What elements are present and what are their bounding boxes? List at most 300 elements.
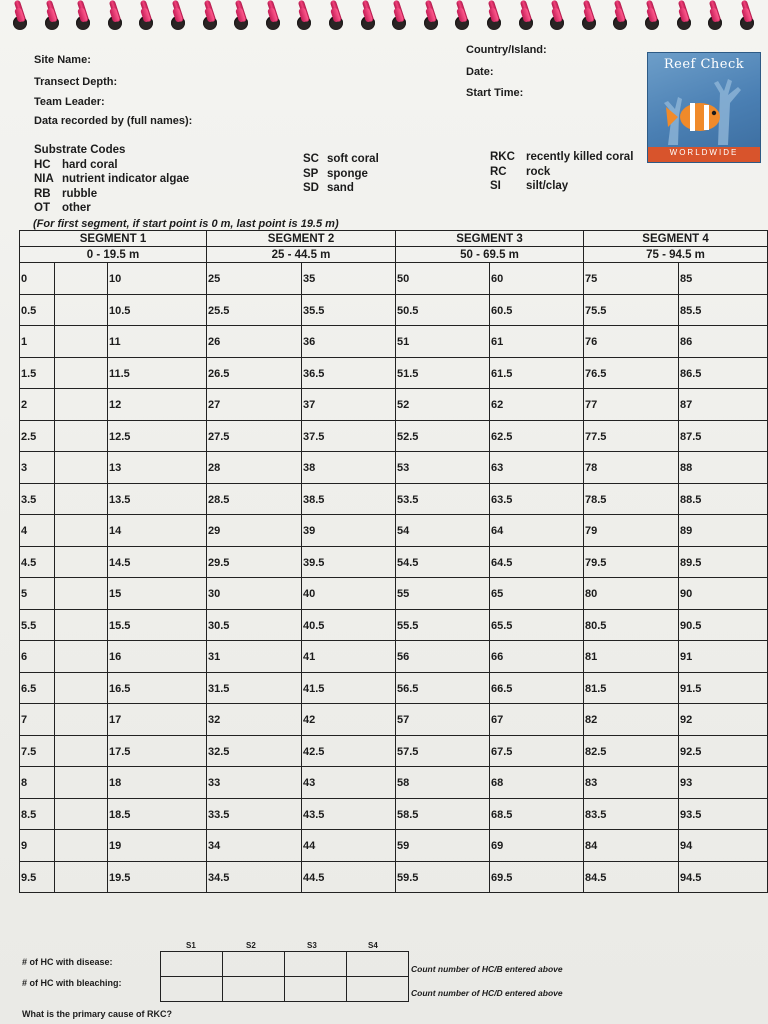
point-cell[interactable] xyxy=(108,263,207,295)
point-cell[interactable] xyxy=(584,420,679,452)
point-cell[interactable] xyxy=(302,263,396,295)
point-cell[interactable] xyxy=(396,578,490,610)
segment-note: (For first segment, if start point is 0 m, last point is 19.5 m) xyxy=(33,218,339,230)
point-cell[interactable] xyxy=(396,798,490,830)
substrate-entry-cell[interactable] xyxy=(55,641,108,673)
point-cell[interactable] xyxy=(679,861,768,893)
point-label: 54 xyxy=(397,525,410,537)
transect-row xyxy=(20,420,768,452)
point-cell[interactable] xyxy=(207,515,302,547)
point-label: 4.5 xyxy=(21,556,37,569)
point-cell[interactable] xyxy=(302,704,396,736)
point-cell[interactable] xyxy=(108,420,207,452)
point-cell[interactable] xyxy=(108,609,207,641)
point-cell[interactable] xyxy=(584,546,679,578)
point-cell[interactable] xyxy=(490,294,584,326)
point-cell[interactable] xyxy=(679,452,768,484)
transect-row xyxy=(20,263,768,295)
point-cell[interactable] xyxy=(396,861,490,893)
substrate-entry-cell[interactable] xyxy=(55,357,108,389)
point-cell[interactable] xyxy=(207,294,302,326)
point-cell[interactable] xyxy=(207,357,302,389)
substrate-entry-cell[interactable] xyxy=(55,515,108,547)
rkc-cause-question: What is the primary cause of RKC? xyxy=(22,1009,173,1019)
point-cell[interactable] xyxy=(207,735,302,767)
point-cell[interactable] xyxy=(490,767,584,799)
segment-3-range: 50 - 69.5 m xyxy=(396,247,584,263)
point-label: 26.5 xyxy=(208,367,230,380)
substrate-code-rc xyxy=(490,165,633,180)
point-cell[interactable] xyxy=(207,609,302,641)
point-cell[interactable] xyxy=(108,735,207,767)
substrate-code: RKC xyxy=(490,151,515,163)
point-cell[interactable] xyxy=(396,420,490,452)
point-label: 53 xyxy=(397,462,410,474)
point-label: 15 xyxy=(109,588,122,600)
point-cell[interactable] xyxy=(396,609,490,641)
substrate-entry-cell[interactable] xyxy=(55,546,108,578)
point-cell[interactable] xyxy=(302,515,396,547)
point-label: 9 xyxy=(21,840,28,852)
point-label: 90 xyxy=(680,588,693,600)
point-cell[interactable] xyxy=(679,546,768,578)
point-cell[interactable] xyxy=(584,389,679,421)
substrate-code-rb xyxy=(34,187,189,202)
substrate-codes-col3 xyxy=(490,150,633,194)
point-cell[interactable] xyxy=(396,704,490,736)
point-label: 81 xyxy=(585,651,598,663)
point-cell[interactable] xyxy=(396,767,490,799)
point-cell[interactable] xyxy=(490,704,584,736)
point-cell[interactable] xyxy=(108,483,207,515)
point-cell[interactable] xyxy=(207,704,302,736)
point-cell[interactable] xyxy=(679,798,768,830)
point-cell[interactable] xyxy=(302,389,396,421)
point-cell[interactable] xyxy=(584,452,679,484)
point-cell[interactable] xyxy=(302,861,396,893)
point-cell[interactable] xyxy=(490,798,584,830)
point-label: 92 xyxy=(680,714,693,726)
point-label: 37.5 xyxy=(303,430,325,443)
point-cell[interactable] xyxy=(396,641,490,673)
substrate-entry-cell[interactable] xyxy=(55,704,108,736)
point-label: 26 xyxy=(208,336,221,348)
point-cell[interactable] xyxy=(396,294,490,326)
point-label: 2.5 xyxy=(21,430,37,443)
substrate-entry-cell[interactable] xyxy=(55,767,108,799)
substrate-entry-cell[interactable] xyxy=(55,326,108,358)
bleaching-s3-cell[interactable] xyxy=(285,977,347,1002)
point-cell[interactable] xyxy=(584,641,679,673)
point-cell[interactable] xyxy=(490,672,584,704)
disease-s1-cell[interactable] xyxy=(161,952,223,977)
substrate-entry-cell[interactable] xyxy=(55,609,108,641)
point-cell[interactable] xyxy=(108,672,207,704)
spiral-binding xyxy=(0,0,768,44)
point-cell[interactable] xyxy=(584,609,679,641)
point-label: 94.5 xyxy=(680,871,702,884)
point-label: 8.5 xyxy=(21,808,37,821)
point-label-cell xyxy=(20,735,55,767)
substrate-code-sd xyxy=(303,181,379,196)
point-label: 78.5 xyxy=(585,493,607,506)
point-cell[interactable] xyxy=(490,452,584,484)
point-label: 35 xyxy=(303,273,316,285)
point-cell[interactable] xyxy=(679,830,768,862)
point-label: 41 xyxy=(303,651,316,663)
disease-s3-cell[interactable] xyxy=(285,952,347,977)
point-label: 85 xyxy=(680,273,693,285)
substrate-description: silt/clay xyxy=(526,180,569,192)
point-cell[interactable] xyxy=(108,798,207,830)
point-cell[interactable] xyxy=(207,861,302,893)
point-cell[interactable] xyxy=(396,483,490,515)
point-label: 76.5 xyxy=(585,367,607,380)
transect-row xyxy=(20,515,768,547)
point-label: 85.5 xyxy=(680,304,702,317)
country-island-label: Country/Island: xyxy=(466,44,547,56)
point-label: 60.5 xyxy=(491,304,513,317)
substrate-description: sand xyxy=(327,182,354,194)
point-cell[interactable] xyxy=(396,263,490,295)
point-cell[interactable] xyxy=(679,357,768,389)
point-label: 6.5 xyxy=(21,682,37,695)
point-label: 55 xyxy=(397,588,410,600)
point-label-cell xyxy=(20,861,55,893)
point-cell[interactable] xyxy=(108,452,207,484)
hc-disease-label: # of HC with disease: xyxy=(22,957,113,967)
point-label: 13 xyxy=(109,462,122,474)
point-label-cell xyxy=(20,515,55,547)
point-label-cell xyxy=(20,767,55,799)
transect-row xyxy=(20,704,768,736)
point-cell[interactable] xyxy=(207,672,302,704)
substrate-code-rkc xyxy=(490,150,633,165)
point-cell[interactable] xyxy=(490,389,584,421)
point-cell[interactable] xyxy=(302,483,396,515)
point-label: 87 xyxy=(680,399,693,411)
point-label: 59 xyxy=(397,840,410,852)
point-cell[interactable] xyxy=(396,830,490,862)
point-label: 54.5 xyxy=(397,556,419,569)
point-label-cell xyxy=(20,294,55,326)
substrate-entry-cell[interactable] xyxy=(55,578,108,610)
point-label: 65 xyxy=(491,588,504,600)
segment-4-range: 75 - 94.5 m xyxy=(584,247,768,263)
point-label: 94 xyxy=(680,840,693,852)
point-cell[interactable] xyxy=(679,672,768,704)
point-cell[interactable] xyxy=(207,420,302,452)
point-cell[interactable] xyxy=(396,452,490,484)
point-cell[interactable] xyxy=(679,735,768,767)
point-label: 44 xyxy=(303,840,316,852)
point-cell[interactable] xyxy=(679,326,768,358)
point-cell[interactable] xyxy=(584,830,679,862)
point-cell[interactable] xyxy=(302,830,396,862)
point-cell[interactable] xyxy=(207,767,302,799)
point-cell[interactable] xyxy=(490,578,584,610)
point-label: 91.5 xyxy=(680,682,702,695)
point-cell[interactable] xyxy=(490,420,584,452)
substrate-entry-cell[interactable] xyxy=(55,830,108,862)
substrate-code: RC xyxy=(490,165,507,178)
segment-1-title: SEGMENT 1 xyxy=(20,231,207,247)
point-label: 11.5 xyxy=(109,367,130,380)
point-cell[interactable] xyxy=(584,767,679,799)
point-label: 80.5 xyxy=(585,619,607,632)
point-cell[interactable] xyxy=(679,767,768,799)
point-label: 15.5 xyxy=(109,619,131,632)
point-label: 60 xyxy=(491,273,504,285)
point-cell[interactable] xyxy=(584,704,679,736)
point-cell[interactable] xyxy=(207,326,302,358)
point-cell[interactable] xyxy=(584,798,679,830)
point-label: 32.5 xyxy=(208,745,230,758)
point-label: 84.5 xyxy=(585,871,607,884)
substrate-codes-col1 xyxy=(34,143,189,216)
point-cell[interactable] xyxy=(584,578,679,610)
point-label: 81.5 xyxy=(585,682,607,695)
point-cell[interactable] xyxy=(679,420,768,452)
point-label: 39 xyxy=(303,525,316,537)
point-label-cell xyxy=(20,389,55,421)
point-label: 5 xyxy=(21,588,28,600)
point-cell[interactable] xyxy=(302,294,396,326)
point-label: 10 xyxy=(109,273,122,285)
point-cell[interactable] xyxy=(108,515,207,547)
point-label: 14.5 xyxy=(109,556,131,569)
point-cell[interactable] xyxy=(679,578,768,610)
point-cell[interactable] xyxy=(490,515,584,547)
point-cell[interactable] xyxy=(207,641,302,673)
point-cell[interactable] xyxy=(108,294,207,326)
point-cell[interactable] xyxy=(302,798,396,830)
substrate-description: rock xyxy=(526,165,551,178)
point-cell[interactable] xyxy=(584,515,679,547)
substrate-description: soft coral xyxy=(327,153,379,165)
point-label: 19.5 xyxy=(109,871,131,884)
point-label: 12.5 xyxy=(109,430,131,443)
substrate-entry-cell[interactable] xyxy=(55,263,108,295)
point-label: 36 xyxy=(303,336,316,348)
point-label: 93.5 xyxy=(680,808,702,821)
point-cell[interactable] xyxy=(108,326,207,358)
point-cell[interactable] xyxy=(679,641,768,673)
bleaching-s4-cell[interactable] xyxy=(347,977,409,1002)
point-cell[interactable] xyxy=(302,735,396,767)
point-cell[interactable] xyxy=(207,830,302,862)
point-cell[interactable] xyxy=(396,515,490,547)
point-label: 86 xyxy=(680,336,693,348)
point-cell[interactable] xyxy=(302,357,396,389)
point-label: 58.5 xyxy=(397,808,419,821)
point-label: 0.5 xyxy=(21,304,37,317)
point-label: 59.5 xyxy=(397,871,419,884)
point-cell[interactable] xyxy=(207,483,302,515)
transect-depth-label: Transect Depth: xyxy=(34,76,118,88)
substrate-code: RB xyxy=(34,187,51,200)
point-cell[interactable] xyxy=(207,798,302,830)
substrate-entry-cell[interactable] xyxy=(55,672,108,704)
bleaching-s2-cell[interactable] xyxy=(223,977,285,1002)
point-cell[interactable] xyxy=(302,578,396,610)
point-cell[interactable] xyxy=(490,735,584,767)
substrate-code-sc xyxy=(303,152,379,167)
point-cell[interactable] xyxy=(396,672,490,704)
point-cell[interactable] xyxy=(584,294,679,326)
point-cell[interactable] xyxy=(490,609,584,641)
point-label: 30.5 xyxy=(208,619,230,632)
point-label-cell xyxy=(20,546,55,578)
point-cell[interactable] xyxy=(584,357,679,389)
point-cell[interactable] xyxy=(207,546,302,578)
point-cell[interactable] xyxy=(679,389,768,421)
transect-row xyxy=(20,357,768,389)
point-cell[interactable] xyxy=(108,767,207,799)
substrate-entry-cell[interactable] xyxy=(55,389,108,421)
point-cell[interactable] xyxy=(108,389,207,421)
point-label: 12 xyxy=(109,399,122,411)
point-label: 35.5 xyxy=(303,304,325,317)
point-cell[interactable] xyxy=(302,672,396,704)
point-cell[interactable] xyxy=(302,546,396,578)
bleaching-s1-cell[interactable] xyxy=(161,977,223,1002)
point-cell[interactable] xyxy=(490,830,584,862)
point-cell[interactable] xyxy=(302,326,396,358)
substrate-code: SI xyxy=(490,180,501,192)
logo-title: Reef Check xyxy=(663,57,745,72)
point-cell[interactable] xyxy=(584,735,679,767)
point-cell[interactable] xyxy=(490,357,584,389)
point-label: 16 xyxy=(109,651,122,663)
point-cell[interactable] xyxy=(584,861,679,893)
point-label: 50 xyxy=(397,273,410,285)
point-cell[interactable] xyxy=(490,483,584,515)
point-cell[interactable] xyxy=(207,452,302,484)
point-label: 25.5 xyxy=(208,304,230,317)
point-cell[interactable] xyxy=(584,263,679,295)
point-label: 32 xyxy=(208,714,221,726)
point-label: 83.5 xyxy=(585,808,607,821)
point-label: 58 xyxy=(397,777,410,789)
point-label-cell xyxy=(20,452,55,484)
point-label: 43 xyxy=(303,777,316,789)
point-label: 82 xyxy=(585,714,598,726)
point-cell[interactable] xyxy=(108,578,207,610)
point-label: 66.5 xyxy=(491,682,513,695)
substrate-entry-cell[interactable] xyxy=(55,294,108,326)
point-cell[interactable] xyxy=(108,641,207,673)
point-cell[interactable] xyxy=(490,546,584,578)
point-label-cell xyxy=(20,263,55,295)
point-cell[interactable] xyxy=(207,578,302,610)
substrate-description: nutrient indicator algae xyxy=(62,173,190,185)
point-cell[interactable] xyxy=(679,263,768,295)
disease-s2-cell[interactable] xyxy=(223,952,285,977)
substrate-entry-cell[interactable] xyxy=(55,420,108,452)
point-cell[interactable] xyxy=(584,672,679,704)
point-cell[interactable] xyxy=(108,704,207,736)
point-cell[interactable] xyxy=(302,767,396,799)
substrate-entry-cell[interactable] xyxy=(55,452,108,484)
disease-s4-cell[interactable] xyxy=(347,952,409,977)
point-cell[interactable] xyxy=(490,326,584,358)
point-cell[interactable] xyxy=(679,704,768,736)
point-cell[interactable] xyxy=(396,326,490,358)
substrate-entry-cell[interactable] xyxy=(55,798,108,830)
point-cell[interactable] xyxy=(207,389,302,421)
point-cell[interactable] xyxy=(679,609,768,641)
transect-row xyxy=(20,452,768,484)
transect-row xyxy=(20,861,768,893)
point-cell[interactable] xyxy=(108,830,207,862)
substrate-code: OT xyxy=(34,202,50,214)
point-cell[interactable] xyxy=(584,483,679,515)
point-label: 77 xyxy=(585,399,598,411)
point-cell[interactable] xyxy=(302,420,396,452)
summary-table xyxy=(160,951,409,1002)
substrate-description: hard coral xyxy=(62,158,118,171)
point-cell[interactable] xyxy=(490,861,584,893)
point-label: 16.5 xyxy=(109,682,131,695)
point-cell[interactable] xyxy=(396,735,490,767)
hc-bleaching-label: # of HC with bleaching: xyxy=(22,978,122,988)
point-label: 1.5 xyxy=(21,367,37,380)
point-label: 82.5 xyxy=(585,745,607,758)
point-cell[interactable] xyxy=(679,483,768,515)
point-cell[interactable] xyxy=(207,263,302,295)
point-label: 76 xyxy=(585,336,598,348)
point-label: 78 xyxy=(585,462,598,474)
point-label: 80 xyxy=(585,588,598,600)
point-label: 3 xyxy=(21,462,28,474)
point-label: 87.5 xyxy=(680,430,702,443)
substrate-code-nia xyxy=(34,172,189,187)
point-label: 17 xyxy=(109,714,122,726)
point-cell[interactable] xyxy=(108,546,207,578)
point-cell[interactable] xyxy=(679,515,768,547)
point-label: 51.5 xyxy=(397,367,419,380)
point-cell[interactable] xyxy=(490,641,584,673)
substrate-entry-cell[interactable] xyxy=(55,483,108,515)
point-label: 64 xyxy=(491,525,504,537)
point-cell[interactable] xyxy=(396,546,490,578)
substrate-entry-cell[interactable] xyxy=(55,735,108,767)
transect-row xyxy=(20,546,768,578)
point-label-cell xyxy=(20,578,55,610)
point-cell[interactable] xyxy=(679,294,768,326)
substrate-entry-cell[interactable] xyxy=(55,861,108,893)
point-label: 66 xyxy=(491,651,504,663)
point-cell[interactable] xyxy=(490,263,584,295)
point-cell[interactable] xyxy=(108,357,207,389)
substrate-code-hc xyxy=(34,158,189,173)
point-cell[interactable] xyxy=(396,357,490,389)
point-cell[interactable] xyxy=(302,452,396,484)
point-label: 93 xyxy=(680,777,693,789)
point-cell[interactable] xyxy=(108,861,207,893)
point-label: 43.5 xyxy=(303,808,325,821)
point-label: 50.5 xyxy=(397,304,419,317)
point-cell[interactable] xyxy=(302,641,396,673)
point-label: 37 xyxy=(303,399,316,411)
point-cell[interactable] xyxy=(302,609,396,641)
point-cell[interactable] xyxy=(584,326,679,358)
point-cell[interactable] xyxy=(396,389,490,421)
data-recorded-by-label: Data recorded by (full names): xyxy=(34,115,193,127)
point-label: 36.5 xyxy=(303,367,325,380)
summary-col-s2: S2 xyxy=(246,941,256,950)
